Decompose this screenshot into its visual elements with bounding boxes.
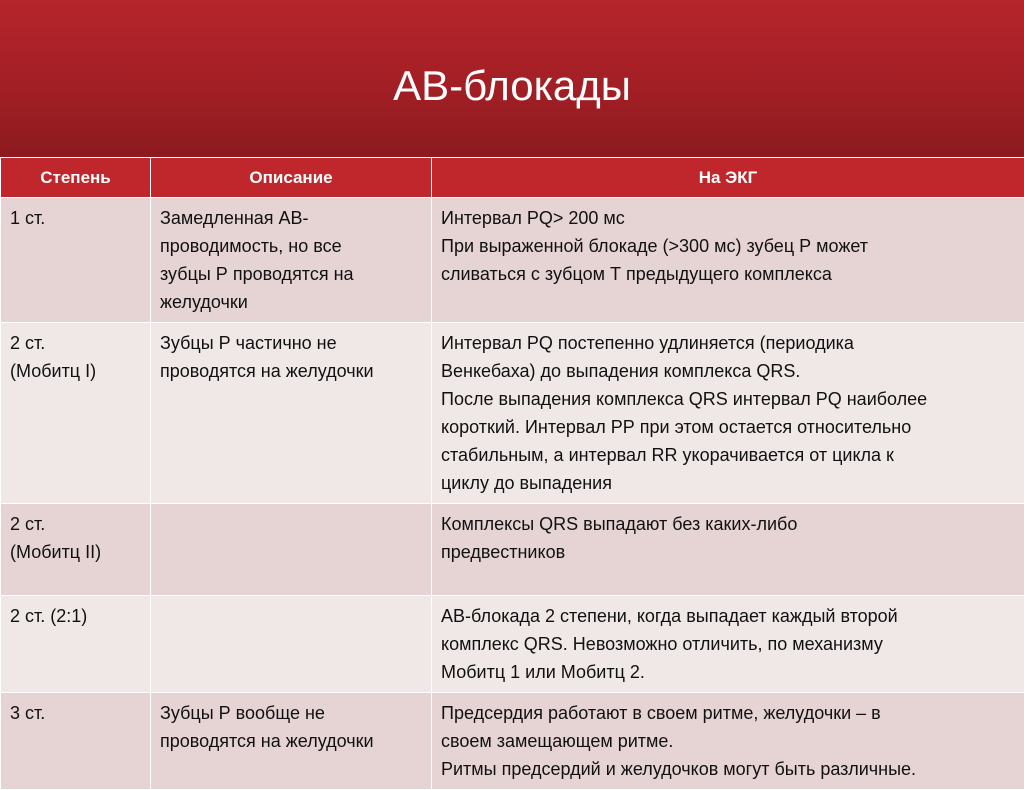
av-block-table	[0, 157, 1024, 790]
ecg-line: сливаться с зубцом Т предыдущего комплекса	[441, 260, 1016, 288]
ecg-line: Комплексы QRS выпадают без каких-либо	[441, 510, 1016, 538]
ecg-line: предвестников	[441, 538, 1016, 566]
ecg-line: циклу до выпадения	[441, 469, 1016, 497]
column-header-degree: Степень	[1, 158, 151, 198]
ecg-cell	[432, 198, 1024, 323]
description-line: Замедленная АВ-	[160, 204, 423, 232]
ecg-line: После выпадения комплекса QRS интервал PQ наиболее	[441, 385, 1016, 413]
ecg-line: стабильным, а интервал RR укорачивается от цикла к	[441, 441, 1016, 469]
description-cell	[151, 504, 432, 596]
column-header-ecg: На ЭКГ	[432, 158, 1024, 198]
degree-text: 2 ст.	[10, 329, 142, 357]
description-cell	[151, 693, 432, 790]
description-cell	[151, 596, 432, 693]
slide-title: АВ-блокады	[0, 58, 1024, 114]
degree-text: 2 ст. (2:1)	[10, 602, 142, 630]
table-row	[1, 596, 1024, 693]
table-row	[1, 323, 1024, 504]
degree-cell	[1, 693, 151, 790]
degree-cell	[1, 198, 151, 323]
degree-text: 2 ст.	[10, 510, 142, 538]
description-line: зубцы Р проводятся на	[160, 260, 423, 288]
table-header-row	[1, 158, 1024, 198]
ecg-cell	[432, 504, 1024, 596]
ecg-line: Мобитц 1 или Мобитц 2.	[441, 658, 1016, 686]
table-row	[1, 504, 1024, 596]
column-header-description: Описание	[151, 158, 432, 198]
degree-text: (Мобитц I)	[10, 357, 142, 385]
ecg-cell	[432, 323, 1024, 504]
description-cell	[151, 198, 432, 323]
ecg-line: Интервал PQ> 200 мс	[441, 204, 1016, 232]
degree-cell	[1, 323, 151, 504]
ecg-line: своем замещающем ритме.	[441, 727, 1016, 755]
table-row	[1, 693, 1024, 790]
description-cell	[151, 323, 432, 504]
ecg-line: Предсердия работают в своем ритме, желудочки – в	[441, 699, 1016, 727]
description-line: проводятся на желудочки	[160, 727, 423, 755]
degree-cell	[1, 596, 151, 693]
ecg-line: короткий. Интервал РР при этом остается относительно	[441, 413, 1016, 441]
table-row	[1, 198, 1024, 323]
ecg-line: комплекс QRS. Невозможно отличить, по механизму	[441, 630, 1016, 658]
ecg-line: Интервал PQ постепенно удлиняется (периодика	[441, 329, 1016, 357]
degree-cell	[1, 504, 151, 596]
description-line: Зубцы Р вообще не	[160, 699, 423, 727]
ecg-line: Венкебаха) до выпадения комплекса QRS.	[441, 357, 1016, 385]
description-line: проводятся на желудочки	[160, 357, 423, 385]
degree-text: 3 ст.	[10, 699, 142, 727]
ecg-line: При выраженной блокаде (>300 мс) зубец Р может	[441, 232, 1016, 260]
ecg-cell	[432, 693, 1024, 790]
description-line: проводимость, но все	[160, 232, 423, 260]
ecg-line: Ритмы предсердий и желудочков могут быть различные.	[441, 755, 1016, 783]
degree-text: 1 ст.	[10, 204, 142, 232]
description-line: желудочки	[160, 288, 423, 316]
ecg-line: АВ-блокада 2 степени, когда выпадает каждый второй	[441, 602, 1016, 630]
description-line: Зубцы Р частично не	[160, 329, 423, 357]
ecg-cell	[432, 596, 1024, 693]
title-banner	[0, 0, 1024, 157]
degree-text: (Мобитц II)	[10, 538, 142, 566]
